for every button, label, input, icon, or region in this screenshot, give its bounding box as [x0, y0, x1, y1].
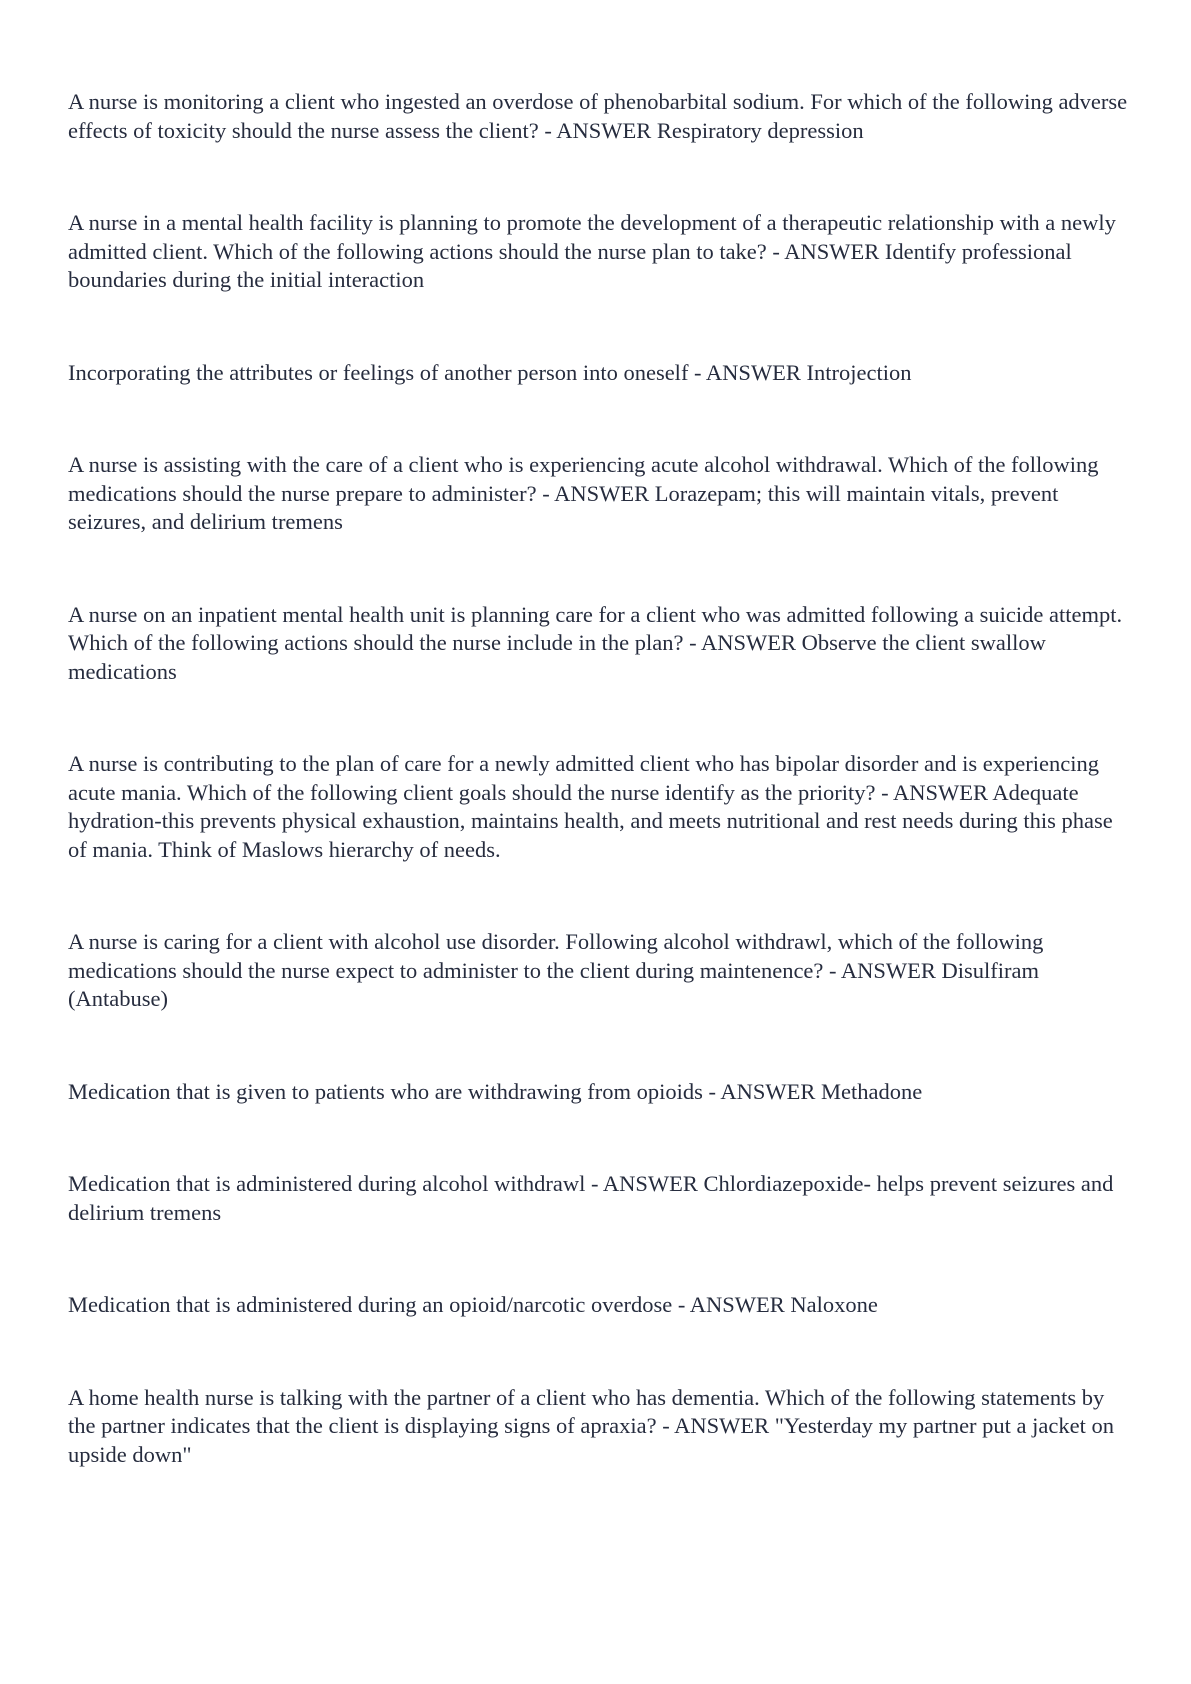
qa-item: A nurse is monitoring a client who ingested an overdose of phenobarbital sodium. For which of the following adverse effects of toxicity should the nurse assess the client? - ANSWER Respiratory depression: [68, 89, 1128, 143]
qa-item: A nurse is caring for a client with alcohol use disorder. Following alcohol withdrawl, which of the following medications should the nurse expect to administer to the client during maintenence? - ANSWER Disulfiram (Antabuse): [68, 929, 1044, 1011]
qa-item: A nurse in a mental health facility is planning to promote the development of a therapeutic relationship with a newly admitted client. Which of the following actions should the nurse plan to take? - ANSWER Identify professional boundaries during the initial interaction: [68, 210, 1116, 292]
qa-item: A nurse on an inpatient mental health unit is planning care for a client who was admitted following a suicide attempt. Which of the following actions should the nurse include in the plan? - ANSWER Observe the client swallow medications: [68, 601, 1123, 684]
qa-item: A nurse is contributing to the plan of care for a newly admitted client who has bipolar disorder and is experiencing acute mania. Which of the following client goals should the nurse identify as the priority? - ANSWER Adequate hydration-this prevents physical exhaustion, maintains health, and meets nutritional and rest needs during this phase of mania. Think of Maslows hierarchy of needs.: [68, 751, 1113, 862]
qa-item: Medication that is administered during an opioid/narcotic overdose - ANSWER Naloxone: [68, 1292, 878, 1317]
qa-item: Incorporating the attributes or feelings of another person into oneself - ANSWER Introjection: [68, 359, 912, 385]
qa-item: Medication that is given to patients who are withdrawing from opioids - ANSWER Methadone: [68, 1078, 923, 1104]
qa-item: Medication that is administered during alcohol withdrawl - ANSWER Chlordiazepoxide- helps prevent seizures and delirium tremens: [68, 1171, 1114, 1225]
qa-item: A home health nurse is talking with the partner of a client who has dementia. Which of the following statements by the partner indicates that the client is displaying signs of apraxia? - ANSWER "Yesterday my partner put a jacket on upside down": [68, 1384, 1114, 1467]
document-body: [68, 88, 1128, 1533]
qa-item: A nurse is assisting with the care of a client who is experiencing acute alcohol withdrawal. Which of the following medications should the nurse prepare to administer? - ANSWER Lorazepam; this will maintain vitals, prevent seizures, and delirium tremens: [68, 452, 1099, 534]
